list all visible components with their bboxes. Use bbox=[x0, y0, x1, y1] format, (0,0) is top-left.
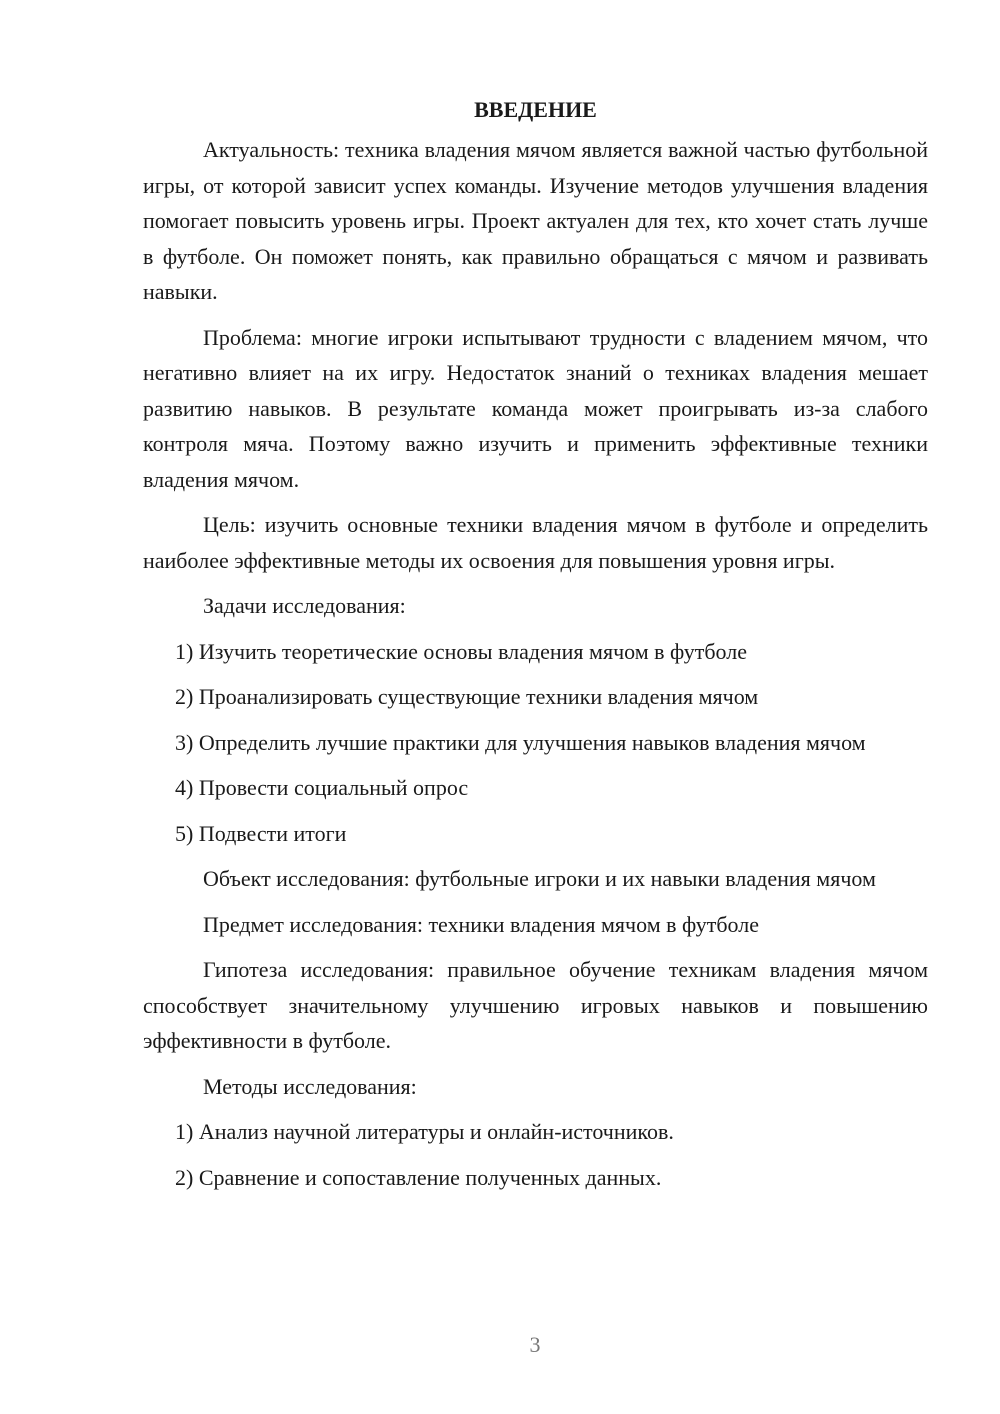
task-item: 4) Провести социальный опрос bbox=[175, 775, 469, 800]
tasks-heading: Задачи исследования: bbox=[203, 593, 406, 618]
task-item: 1) Изучить теоретические основы владения мячом в футболе bbox=[175, 638, 748, 664]
problem-paragraph: Проблема: многие игроки испытывают трудности с владением мячом, что негативно влияет на их игру. Недостаток знаний о техниках владения мешает развитию навыков. В результате команда может проигрывать из-за слабого контроля мяча. Поэтому важно изучить и применить эффективные техники владения мячом. bbox=[143, 324, 928, 492]
page-number: 3 bbox=[529, 1332, 541, 1357]
object-paragraph: Объект исследования: футбольные игроки и их навыки владения мячом bbox=[203, 866, 876, 891]
relevance-paragraph: Актуальность: техника владения мячом является важной частью футбольной игры, от которой зависит успех команды. Изучение методов улучшения владения помогает повысить уровень игры. Проект актуален для тех, кто хочет стать лучше в футболе. Он поможет понять, как правильно обращаться с мячом и развивать навыки. bbox=[143, 137, 928, 304]
task-item: 2) Проанализировать существующие техники владения мячом bbox=[175, 684, 759, 709]
page-content bbox=[143, 92, 928, 1195]
hypothesis-paragraph: Гипотеза исследования: правильное обучение техникам владения мячом способствует значительному улучшению игровых навыков и повышению эффективности в футболе. bbox=[143, 957, 928, 1053]
methods-heading: Методы исследования: bbox=[203, 1073, 417, 1099]
task-item: 3) Определить лучшие практики для улучшения навыков владения мячом bbox=[175, 729, 866, 755]
page-title: ВВЕДЕНИЕ bbox=[474, 97, 597, 122]
method-item: 1) Анализ научной литературы и онлайн-источников. bbox=[175, 1119, 674, 1144]
subject-paragraph: Предмет исследования: техники владения мячом в футболе bbox=[203, 911, 759, 937]
task-item: 5) Подвести итоги bbox=[175, 820, 347, 846]
goal-paragraph: Цель: изучить основные техники владения мячом в футболе и определить наиболее эффективные методы их освоения для повышения уровня игры. bbox=[143, 512, 928, 573]
method-item: 2) Сравнение и сопоставление полученных данных. bbox=[175, 1164, 662, 1190]
